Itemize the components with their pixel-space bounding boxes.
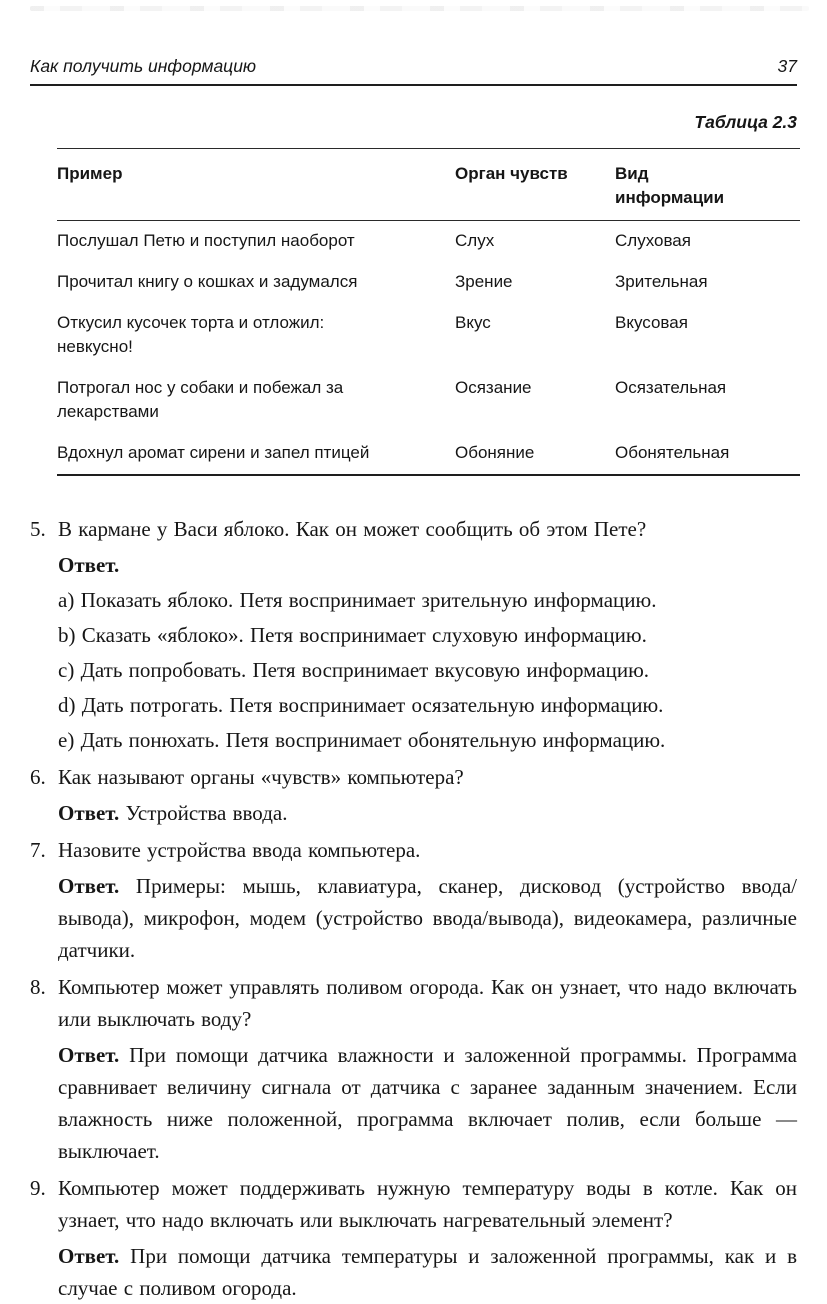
answer-label: Ответ. — [58, 801, 120, 825]
cell-organ: Слух — [455, 231, 495, 250]
table-row — [57, 262, 800, 303]
qa-item-content — [58, 1172, 797, 1304]
column-header-organ: Орган чувств — [455, 149, 615, 221]
running-title: Как получить информацию — [30, 56, 257, 76]
column-header-kind — [615, 149, 800, 221]
answer-label: Ответ. — [58, 1043, 120, 1067]
answer-label: Ответ. — [58, 1244, 120, 1268]
answer-option-c: c) Дать попробовать. Петя воспринимает вкусовую информацию. — [58, 658, 650, 682]
cell-example: Потрогал нос у собаки и побежал за лекарствами — [57, 378, 344, 421]
qa-item-number: 9. — [30, 1176, 46, 1200]
qa-item-content — [58, 834, 797, 966]
cell-example: Вдохнул аромат сирени и запел птицей — [57, 443, 370, 462]
answer-paragraph — [58, 1240, 797, 1304]
column-header-kind-label: Вид информации — [615, 164, 725, 207]
table-header-row — [57, 149, 800, 221]
qa-item-number: 8. — [30, 975, 46, 999]
answer-option-d: d) Дать потрогать. Петя воспринимает осязательную информацию. — [58, 693, 664, 717]
cell-kind: Обонятельная — [615, 443, 730, 462]
question-text: В кармане у Васи яблоко. Как он может сообщить об этом Пете? — [58, 517, 647, 541]
qa-item-content — [58, 513, 797, 756]
qa-item-content — [58, 761, 797, 829]
answer-text: При помощи датчика влажности и заложенной программы. Программа сравнивает величину сигнала от датчика с заранее заданным значением. Если влажность ниже положенной, программа включает полив, если больше — выключает. — [58, 1043, 798, 1163]
table-row — [57, 433, 800, 475]
cell-organ: Зрение — [455, 272, 513, 291]
cell-example: Откусил кусочек торта и отложил: невкусно! — [57, 313, 325, 356]
answer-option-a: a) Показать яблоко. Петя воспринимает зрительную информацию. — [58, 588, 657, 612]
cell-example: Послушал Петю и поступил наоборот — [57, 231, 355, 250]
question-text: Как называют органы «чувств» компьютера? — [58, 765, 464, 789]
cell-organ: Вкус — [455, 313, 491, 332]
question-text: Компьютер может поддерживать нужную температуру воды в котле. Как он узнает, что надо включать или выключать нагревательный элемент? — [58, 1176, 797, 1232]
page-header — [30, 56, 797, 86]
cell-organ: Обоняние — [455, 443, 535, 462]
scan-artifact — [30, 6, 809, 11]
answer-paragraph — [58, 870, 797, 966]
qa-item-number: 5. — [30, 517, 46, 541]
column-header-example: Пример — [57, 149, 455, 221]
senses-table — [57, 148, 800, 476]
cell-kind: Осязательная — [615, 378, 727, 397]
question-text: Компьютер может управлять поливом огорода. Как он узнает, что надо включать или выключать воду? — [58, 975, 797, 1031]
answer-label: Ответ. — [58, 553, 120, 577]
qa-list — [30, 513, 797, 1304]
qa-item-number: 6. — [30, 765, 46, 789]
answer-text: Примеры: мышь, клавиатура, сканер, дисковод (устройство ввода/вывода), микрофон, модем (устройство ввода/вывода), видеокамера, различные датчики. — [58, 874, 798, 962]
table-row — [57, 303, 800, 368]
answer-label: Ответ. — [58, 874, 120, 898]
page-number: 37 — [777, 56, 797, 76]
cell-kind: Слуховая — [615, 231, 691, 250]
table-caption: Таблица 2.3 — [694, 112, 797, 132]
answer-paragraph — [58, 1039, 797, 1167]
question-text: Назовите устройства ввода компьютера. — [58, 838, 421, 862]
qa-item-content — [58, 971, 797, 1167]
qa-item-6 — [30, 761, 797, 829]
answer-option-e: e) Дать понюхать. Петя воспринимает обонятельную информацию. — [58, 728, 666, 752]
table-row — [57, 221, 800, 263]
table-row — [57, 368, 800, 433]
answer-option-b: b) Сказать «яблоко». Петя воспринимает слуховую информацию. — [58, 623, 647, 647]
cell-kind: Зрительная — [615, 272, 708, 291]
cell-kind: Вкусовая — [615, 313, 688, 332]
qa-item-9 — [30, 1172, 797, 1304]
answer-paragraph — [58, 797, 797, 829]
qa-item-number: 7. — [30, 838, 46, 862]
cell-example: Прочитал книгу о кошках и задумался — [57, 272, 358, 291]
cell-organ: Осязание — [455, 378, 532, 397]
answer-text: Устройства ввода. — [125, 801, 288, 825]
qa-item-7 — [30, 834, 797, 966]
qa-item-5 — [30, 513, 797, 756]
answer-text: При помощи датчика температуры и заложенной программы, как и в случае с поливом огорода. — [58, 1244, 798, 1300]
qa-item-8 — [30, 971, 797, 1167]
